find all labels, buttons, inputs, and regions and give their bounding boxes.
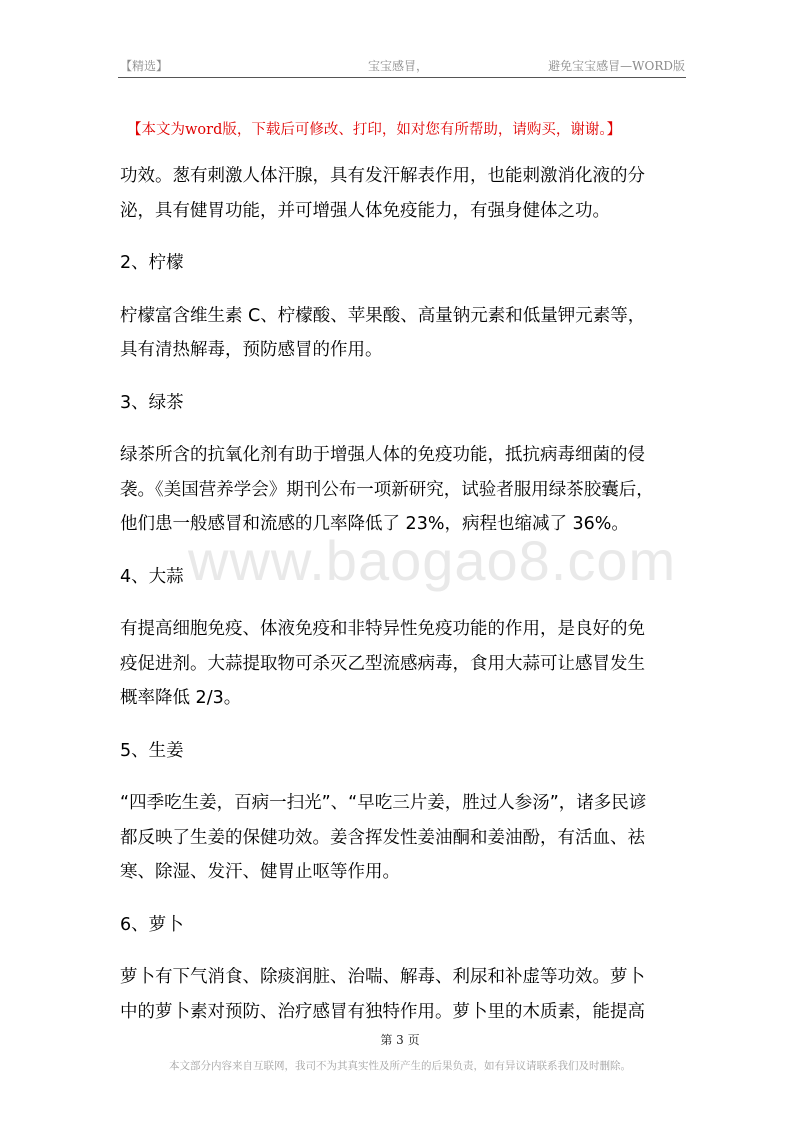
download-notice: 【本文为word版，下载后可修改、打印，如对您有所帮助，请购买，谢谢。】 (127, 122, 622, 138)
header-center-title: 宝宝感冒， (368, 59, 429, 73)
document-body (120, 159, 690, 1047)
paragraph: 有提高细胞免疫、体液免疫和非特异性免疫功能的作用，是良好的免 疫促进剂。大蒜提取物可杀灭乙型流感病毒，食用大蒜可让感冒发生 概率降低 2/3。 (120, 619, 645, 708)
footer-disclaimer: 本文部分内容来自互联网，我司不为其真实性及所产生的后果负责，如有异议请联系我们及时删除。 (169, 1060, 631, 1072)
section-heading: 2、柠檬 (120, 253, 184, 273)
paragraph: 功效。葱有刺激人体汗腺，具有发汗解表作用，也能刺激消化液的分 泌，具有健胃功能，并可增强人体免疫能力，有强身健体之功。 (120, 166, 645, 221)
watermark: www.baogao8.com (188, 529, 677, 592)
header-left-label: 【精选】 (120, 59, 169, 73)
paragraph: 萝卜有下气消食、除痰润脏、治喘、解毒、利尿和补虚等功效。萝卜 中的萝卜素对预防、治疗感冒有独特作用。萝卜里的木质素，能提高 (120, 967, 645, 1022)
section-heading: 5、生姜 (120, 740, 184, 761)
paragraph: 绿茶所含的抗氧化剂有助于增强人体的免疫功能，抵抗病毒细菌的侵 袭。《美国营养学会》期刊公布一项新研究，试验者服用绿茶胶囊后， 他们患一般感冒和流感的几率降低了 23%，病程也缩减了 36%。 (120, 445, 654, 534)
section-heading: 6、萝卜 (120, 914, 184, 935)
paragraph: “四季吃生姜，百病一扫光”、“早吃三片姜，胜过人参汤”，诸多民谚 都反映了生姜的保健功效。姜含挥发性姜油酮和姜油酚，有活血、祛 寒、除湿、发汗、健胃止呕等作用。 (120, 793, 647, 882)
section-heading: 4、大蒜 (120, 566, 184, 587)
header-right-title: 避免宝宝感冒—WORD版 (548, 59, 685, 73)
header-divider (118, 77, 686, 78)
page-number: 第 3 页 (380, 1033, 420, 1047)
section-heading: 3、绿茶 (120, 392, 184, 413)
paragraph: 柠檬富含维生素 C、柠檬酸、苹果酸、高量钠元素和低量钾元素等， 具有清热解毒，预防感冒的作用。 (120, 305, 646, 360)
page-header (120, 57, 685, 77)
